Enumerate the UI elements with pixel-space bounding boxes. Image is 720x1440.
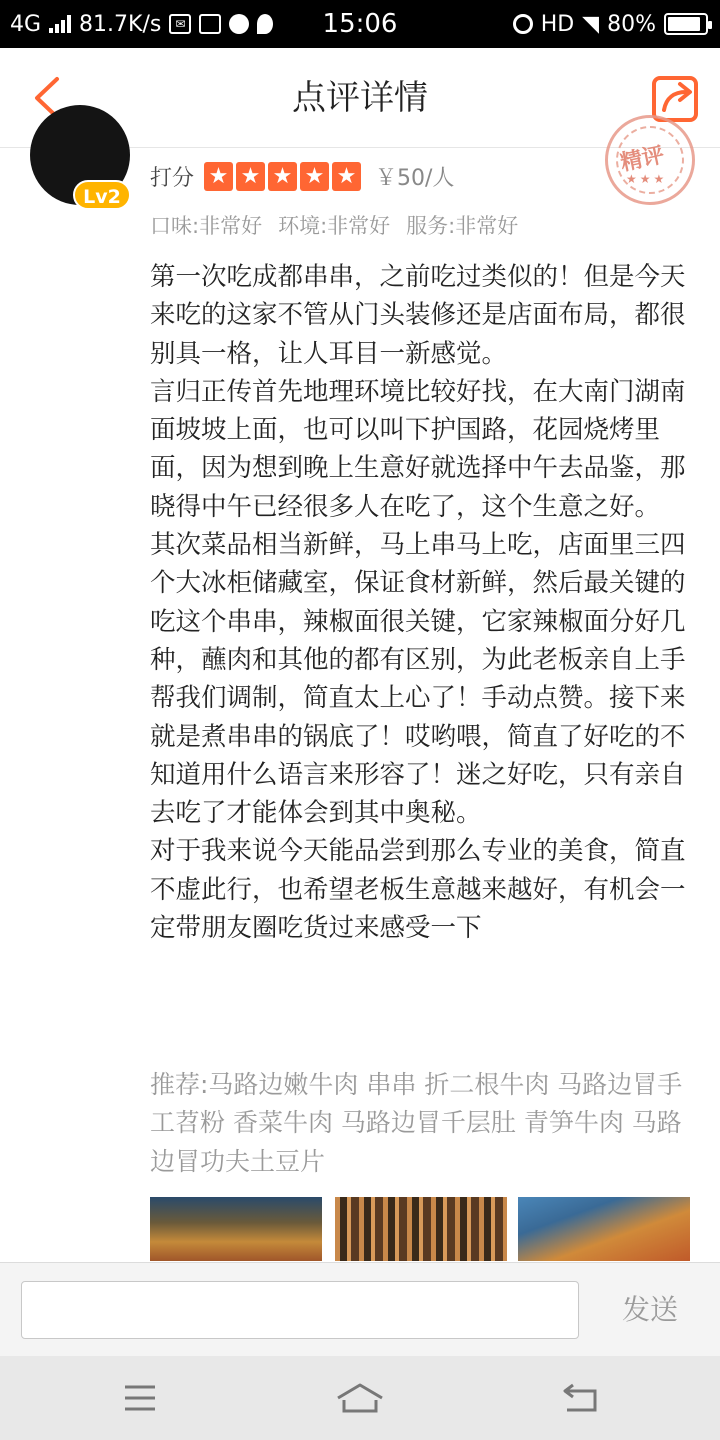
clock: 15:06: [322, 9, 398, 39]
star-icon: ★: [268, 162, 297, 191]
hd-indicator: HD: [540, 11, 575, 37]
rating-row: [150, 158, 454, 194]
location-icon: [257, 14, 273, 34]
page-title: 点评详情: [292, 78, 428, 118]
review-photos: [150, 1197, 695, 1261]
comment-bar: [0, 1262, 720, 1356]
nav-back-button[interactable]: [550, 1372, 610, 1424]
app-notification-icon: [199, 14, 221, 34]
send-button[interactable]: 发送: [600, 1281, 700, 1339]
review-photo[interactable]: [518, 1197, 690, 1261]
system-nav-bar: [0, 1356, 720, 1440]
price-per-person: ￥50/人: [375, 165, 455, 191]
alarm-icon: [513, 14, 533, 34]
menu-icon: [123, 1384, 157, 1412]
network-type: 4G: [10, 11, 42, 37]
network-speed: 81.7K/s: [79, 11, 162, 37]
star-icon: ★: [236, 162, 265, 191]
review-photo[interactable]: [335, 1197, 507, 1261]
battery-icon: [664, 13, 708, 35]
star-rating: [204, 162, 361, 191]
menu-button[interactable]: [110, 1372, 170, 1424]
level-badge: Lv2: [73, 180, 131, 210]
review-paragraph: 言归正传首先地理环境比较好找，在大南门湖南面坡坡上面，也可以叫下护国路，花园烧烤里面，因为想到晚上生意好就选择中午去品鉴，那晓得中午已经很多人在吃了，这个生意之好。: [150, 376, 686, 522]
home-icon: [336, 1382, 384, 1414]
home-button[interactable]: [330, 1372, 390, 1424]
status-bar: [0, 0, 720, 48]
review-paragraph: 第一次吃成都串串，之前吃过类似的！但是今天来吃的这家不管从门头装修还是店面布局，都很别具一格，让人耳目一新感觉。: [150, 262, 686, 369]
environment-score: 环境:非常好: [278, 214, 391, 238]
star-icon: ★: [332, 162, 361, 191]
signal-icon: [49, 15, 71, 33]
comment-input[interactable]: [21, 1281, 579, 1339]
rating-label: 打分: [150, 165, 195, 191]
battery-percent: 80%: [607, 11, 656, 37]
featured-review-stamp: 精评 ★★★: [605, 115, 695, 205]
review-paragraph: 对于我来说今天能品尝到那么专业的美食，简直不虚此行，也希望老板生意越来越好，有机会一定带朋友圈吃货过来感受一下: [150, 836, 686, 944]
taste-score: 口味:非常好: [150, 214, 263, 238]
wifi-icon: ◥: [582, 11, 600, 37]
review-paragraph: 其次菜品相当新鲜，马上串马上吃，店面里三四个大冰柜储藏室，保证食材新鲜，然后最关键的吃这个串串，辣椒面很关键，它家辣椒面分好几种，蘸肉和其他的都有区别，为此老板亲自上手帮我们调制，简直太上心了！手动点赞。接下来就是煮串串的锅底了！哎哟喂，简直了好吃的不知道用什么语言来形容了！迷之好吃，只有亲自去吃了才能体会到其中奥秘。: [150, 530, 686, 829]
back-icon: [561, 1383, 599, 1413]
service-score: 服务:非常好: [406, 214, 519, 238]
review-photo[interactable]: [150, 1197, 322, 1261]
mail-icon: ✉: [169, 14, 191, 34]
recommended-dishes: 推荐:马路边嫩牛肉 串串 折二根牛肉 马路边冒手工苕粉 香菜牛肉 马路边冒千层肚 青笋牛肉 马路边冒功夫土豆片: [150, 1070, 683, 1176]
star-icon: ★: [300, 162, 329, 191]
review-text: [150, 258, 695, 947]
star-icon: ★: [204, 162, 233, 191]
sub-scores: [150, 210, 518, 240]
check-icon: [229, 14, 249, 34]
stamp-text: 精评: [618, 142, 667, 177]
